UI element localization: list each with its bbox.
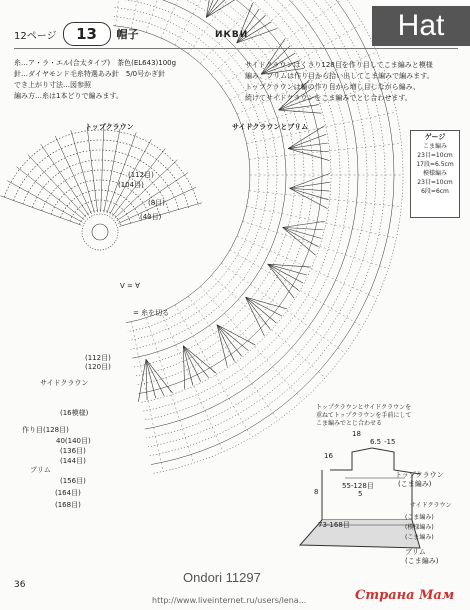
top-crown-spoke — [87, 127, 97, 212]
materials-list — [14, 58, 176, 102]
fan-motif-stitch — [246, 297, 277, 323]
fan-motif-stitch — [183, 346, 184, 389]
pattern-number-badge: 13 — [63, 22, 111, 46]
brim-count-168: (168目) — [55, 501, 81, 509]
fan-motif-stitch — [268, 264, 311, 267]
dim-6-5: 6.5 — [370, 438, 382, 446]
fan-motif-stitch — [206, 0, 221, 17]
instruction-line: 編み、ブリムは作り目から拾い出してこま編みで編みます。 — [245, 72, 434, 80]
assembly-brim: ブリム — [405, 548, 426, 556]
side-crown-column — [237, 236, 377, 298]
page-header — [14, 22, 139, 46]
top-crown-count-104: (104目) — [118, 181, 144, 189]
top-crown-spoke — [55, 136, 91, 214]
top-crown-spoke — [71, 130, 95, 213]
instruction-line: トップクラウンは輪の作り目から増し目しながら編み、 — [245, 83, 420, 91]
top-crown-count-112: (112目) — [128, 171, 154, 179]
dim-8: 8 — [314, 488, 319, 496]
fan-motif-stitch — [279, 105, 319, 110]
fan-motif-stitch — [283, 227, 316, 255]
dim-16: 16 — [324, 452, 333, 460]
side-crown-label: サイドクラウン — [40, 379, 89, 387]
fan-motif-stitch — [283, 227, 324, 229]
hat-banner: Hat — [372, 6, 470, 46]
assembly-top-crown-stitch: (こま編み) — [398, 480, 432, 488]
side-crown-round — [118, 0, 304, 376]
russian-title: ИКВИ — [215, 30, 249, 40]
top-crown-spoke — [0, 196, 81, 225]
fan-motif-stitch — [217, 325, 235, 362]
assembly-side-pattern: (模様編み) — [405, 524, 434, 531]
dim-73: 73-168目 — [318, 521, 350, 529]
symbol-legend-v: V = ∀ — [120, 282, 140, 290]
material-size: でき上がり寸法…図参照 — [14, 81, 91, 89]
side-count-120: (120目) — [85, 363, 111, 371]
top-crown-spoke — [101, 126, 104, 212]
pattern-title: 帽子 — [116, 28, 139, 41]
fan-motif-stitch — [290, 188, 329, 200]
page-number: 36 — [14, 580, 26, 590]
gauge-line: 模様編み — [422, 170, 447, 177]
brim-count-140: 40(140目) — [56, 437, 91, 445]
assembly-top-crown: トップクラウン — [395, 471, 444, 479]
fan-motif-stitch — [206, 0, 243, 17]
assembly-side-crown: サイドクラウン — [410, 502, 452, 509]
fan-motif-stitch — [268, 264, 299, 290]
fan-motif-stitch — [246, 297, 271, 329]
dim-5: 5 — [358, 490, 363, 498]
join-note-2: 重ねてトップクラウンを手前にして — [316, 412, 412, 419]
assembly-side-sc2: (こま編み) — [405, 534, 434, 541]
gauge-line: こま編み — [422, 143, 447, 150]
dim-15: -15 — [384, 438, 396, 446]
fan-motif-stitch — [146, 359, 164, 396]
page-reference: 12ページ — [14, 30, 57, 42]
fan-motif-stitch — [138, 359, 146, 401]
dim-18: 18 — [352, 430, 361, 438]
assembly-side-sc: (こま編み) — [405, 514, 434, 521]
top-crown-magic-ring — [92, 224, 108, 240]
gauge-box — [410, 130, 460, 218]
fan-motif-stitch — [290, 182, 330, 188]
magazine-id: Ondori 11297 — [183, 570, 261, 585]
fan-motif-stitch — [217, 325, 255, 345]
side-crown-column — [188, 0, 278, 54]
gauge-title: ゲージ — [424, 133, 446, 141]
fan-motif-stitch — [290, 188, 330, 191]
material-method: 編み方…糸は1本どりで編みます。 — [14, 92, 123, 100]
fan-motif-stitch — [279, 110, 322, 113]
dim-55: 55-128目 — [342, 482, 374, 490]
fan-motif-stitch — [290, 173, 330, 188]
fan-motif-stitch — [288, 143, 328, 149]
join-note-3: こま編みでとじ合わせる — [316, 420, 383, 427]
fan-motif-stitch — [217, 325, 248, 351]
side-crown-column — [247, 206, 397, 238]
gauge-line: 23目=10cm — [417, 152, 453, 159]
side-crown-column — [175, 305, 252, 438]
site-watermark: Страна Мам — [355, 588, 455, 603]
pattern-repeat-16: (16模様) — [60, 409, 89, 417]
foundation-chain-label: 作り目(128目) — [22, 426, 69, 434]
brim-count-156: (156目) — [60, 477, 86, 485]
brim-count-144: (144目) — [60, 457, 86, 465]
gauge-line: 6段=6cm — [421, 188, 449, 195]
material-yarn: 糸…ア・ラ・エル(合太タイプ) 茶色(EL643)100g — [14, 59, 177, 67]
symbol-legend-cut: = 糸を切る — [133, 309, 170, 317]
top-crown-count-8: (8目) — [148, 199, 165, 207]
fan-motif-stitch — [246, 297, 282, 316]
instruction-line: サイドクラウンはくさり128目を作り目してこま編みと模様 — [245, 61, 433, 69]
brim-label: ブリム — [30, 466, 51, 474]
fan-motif-stitch — [268, 264, 307, 275]
gauge-line: 23目=10cm — [417, 179, 453, 186]
brim-count-164: (164目) — [55, 489, 81, 497]
header-divider — [14, 48, 458, 49]
side-crown-brim-title: サイドクラウンとブリム — [232, 123, 309, 131]
source-url: http://www.liveinternet.ru/users/lena... — [152, 596, 307, 605]
side-crown-column — [146, 0, 193, 32]
instructions — [245, 60, 455, 104]
join-note-1: トップクラウンとサイドクラウンを — [316, 404, 412, 411]
fan-motif-stitch — [183, 346, 216, 374]
fan-motif-stitch — [246, 297, 287, 309]
assembly-brim-sc: (こま編み) — [405, 557, 439, 565]
top-crown-center-ring — [82, 214, 118, 250]
side-crown-column — [221, 263, 345, 353]
top-crown-count-40: (40目) — [140, 213, 162, 221]
brim-count-136: (136目) — [60, 447, 86, 455]
material-hook: 針…ダイヤモンド毛糸特選あみ針 5/0号かぎ針 — [14, 70, 166, 78]
side-count-112: (112目) — [85, 354, 111, 362]
top-crown-title: トップクラウン — [85, 123, 134, 131]
instruction-line: 続けてサイドクラウンをこま編みでとじ合わせます。 — [245, 94, 412, 102]
fan-motif-stitch — [246, 297, 265, 336]
side-crown-column — [200, 286, 302, 400]
gauge-line: 17段=6.5cm — [416, 161, 454, 168]
